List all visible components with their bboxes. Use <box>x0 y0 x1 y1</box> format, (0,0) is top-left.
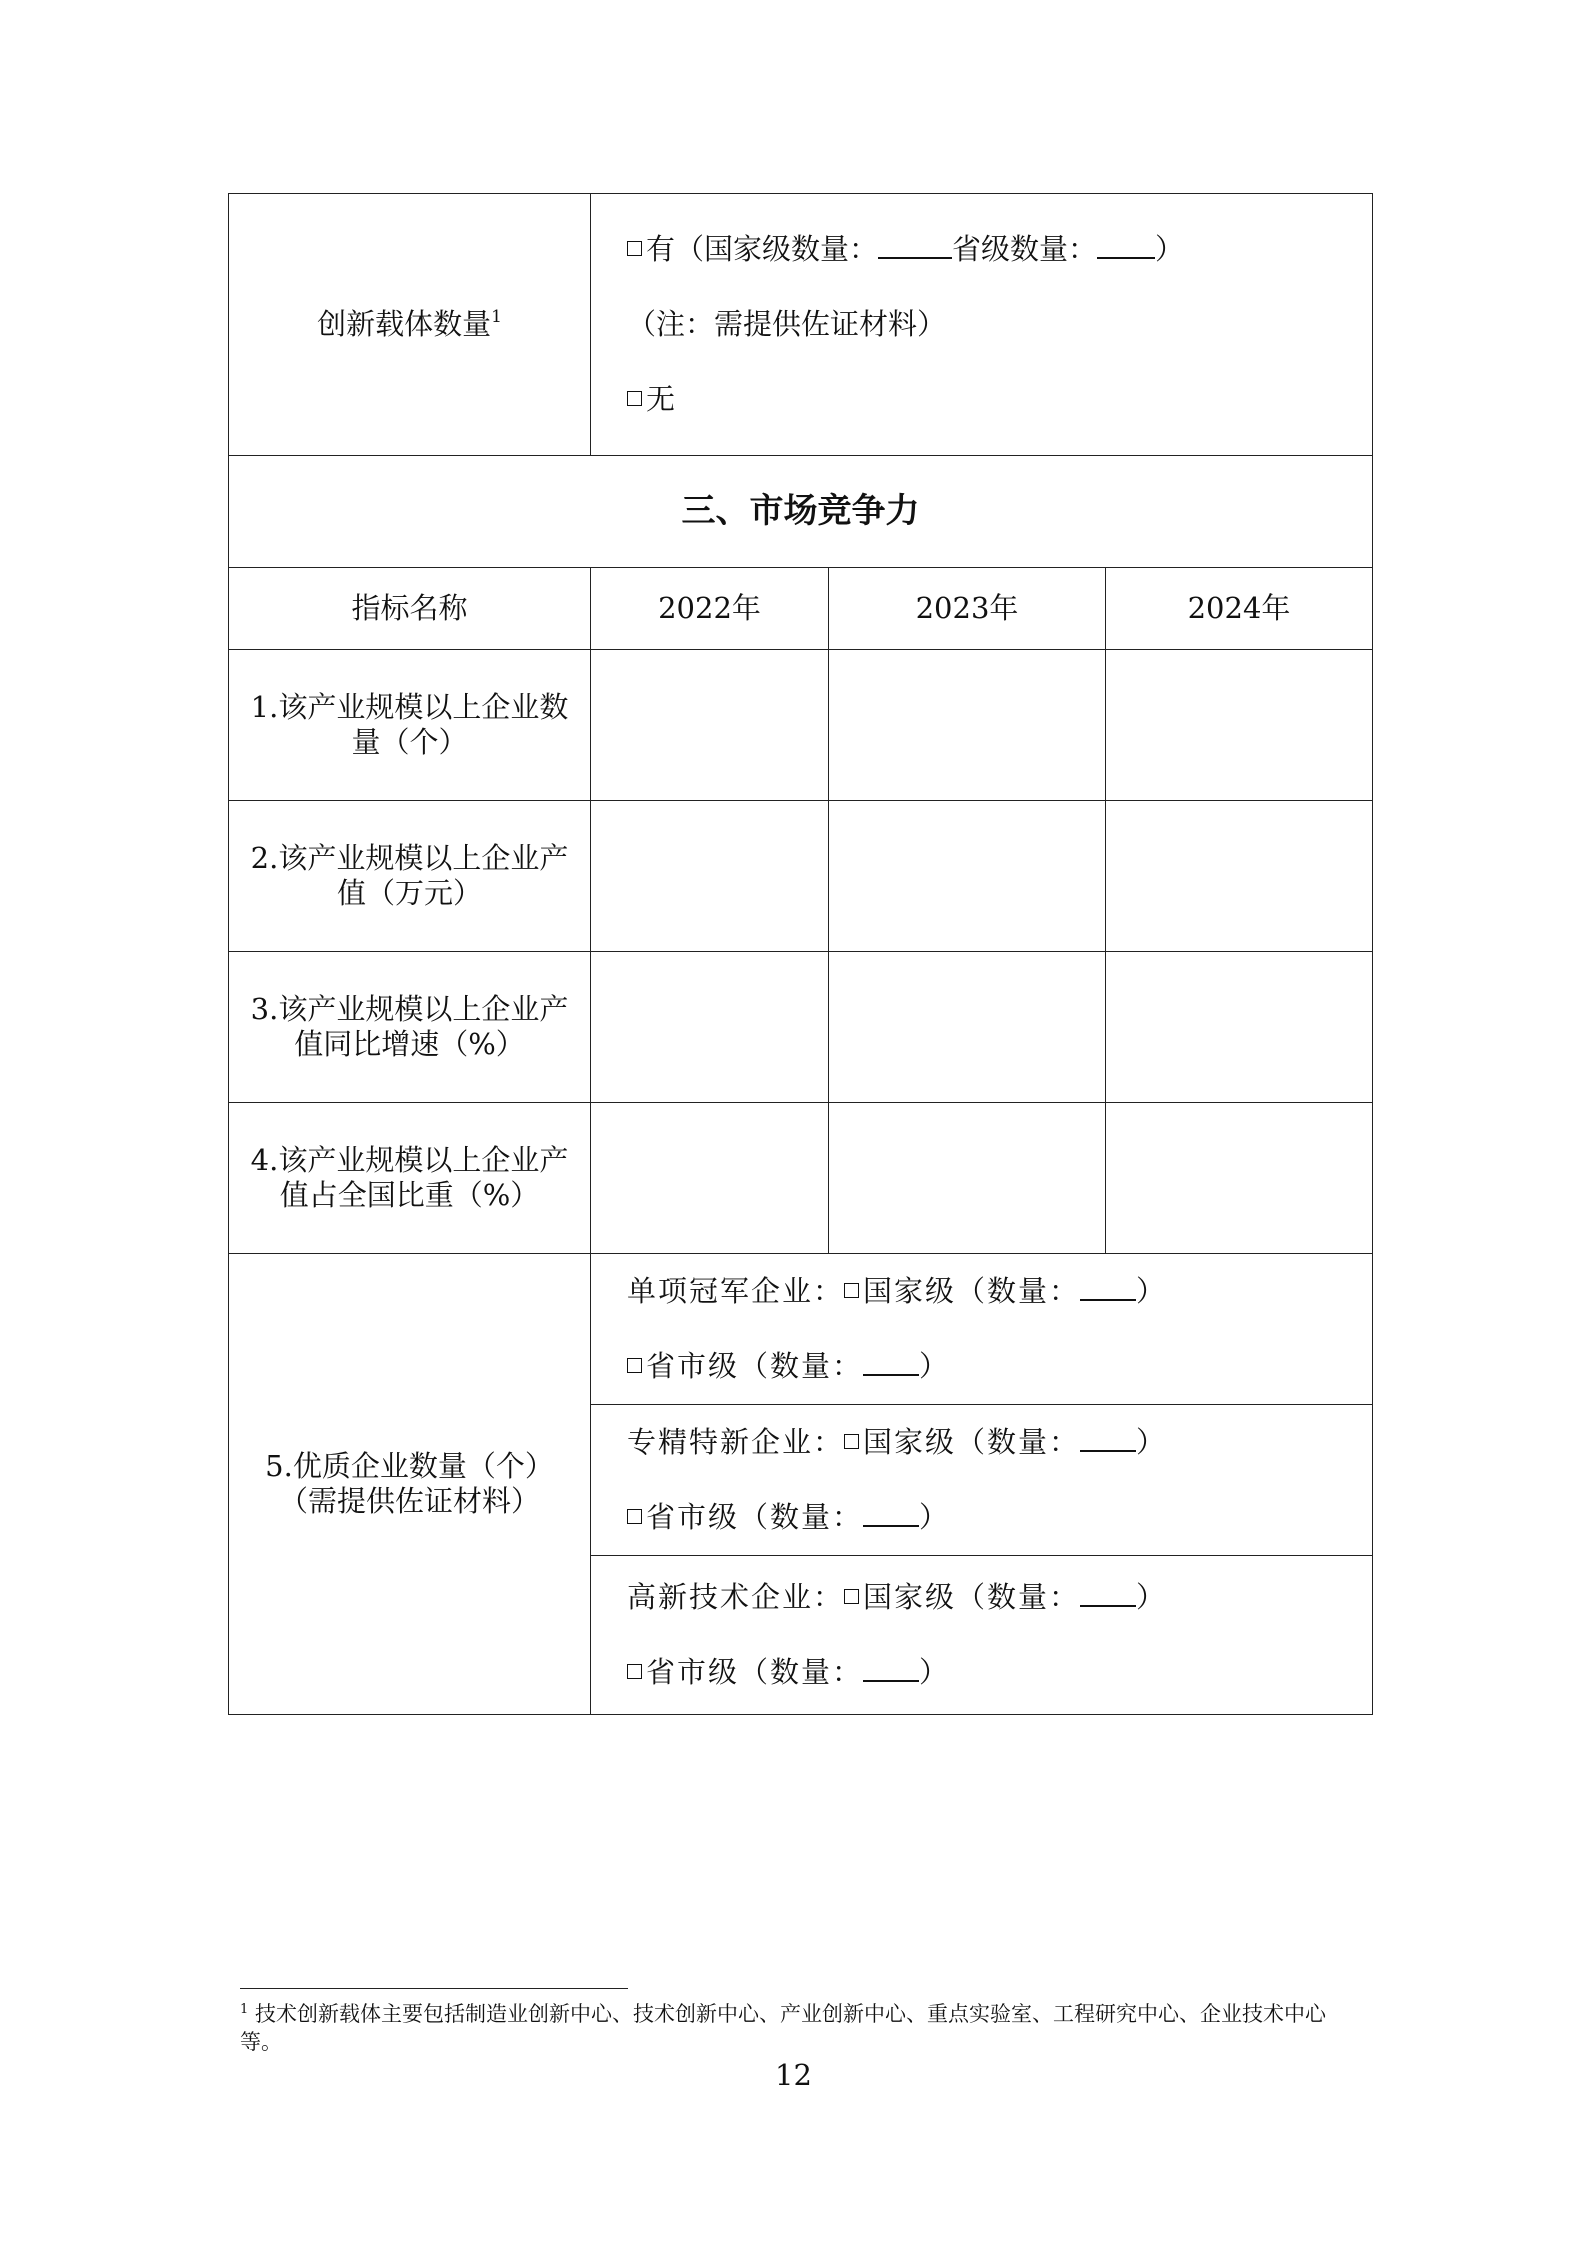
row-label-line: 值同比增速（%） <box>294 1027 525 1061</box>
checkbox-provincial[interactable] <box>627 1664 642 1679</box>
quality-item-specialized <box>591 1405 1373 1556</box>
page-number: 12 <box>775 2058 812 2092</box>
option-have-label: 有（国家级数量： <box>646 232 879 266</box>
cell-2023[interactable] <box>829 650 1106 801</box>
option-none-label: 无 <box>646 382 676 416</box>
provincial-label: 省市级（数量： <box>646 1500 864 1534</box>
provincial-count-blank[interactable] <box>863 1499 919 1527</box>
carrier-options-cell <box>591 194 1373 456</box>
close-paren: ） <box>919 1500 951 1534</box>
row-label-line: 3.该产业规模以上企业产 <box>250 992 569 1027</box>
checkbox-provincial[interactable] <box>627 1509 642 1524</box>
carrier-label: 创新载体数量 <box>317 307 492 342</box>
checkbox-provincial[interactable] <box>627 1358 642 1373</box>
quality-item-hightech <box>591 1556 1373 1715</box>
national-count-blank[interactable] <box>1080 1424 1136 1452</box>
cell-2023[interactable] <box>829 1103 1106 1254</box>
close-paren: ） <box>1136 1274 1168 1308</box>
cell-2022[interactable] <box>591 801 829 952</box>
row-label <box>229 952 591 1103</box>
row-label-line: 值占全国比重（%） <box>279 1178 540 1212</box>
national-count-blank[interactable] <box>1080 1579 1136 1607</box>
national-count-blank[interactable] <box>1080 1273 1136 1301</box>
header-indicator: 指标名称 <box>229 568 591 650</box>
provincial-label: 省市级（数量： <box>646 1349 864 1383</box>
carrier-label-cell <box>229 194 591 456</box>
national-count-blank[interactable] <box>878 231 952 259</box>
close-paren: ） <box>919 1349 951 1383</box>
carrier-option-have <box>627 212 1372 287</box>
table-row <box>229 801 1373 952</box>
provincial-count-blank[interactable] <box>863 1654 919 1682</box>
item-name: 单项冠军企业： <box>627 1274 845 1308</box>
national-label: 国家级（数量： <box>863 1425 1081 1459</box>
footnote-mark: 1 <box>240 2002 249 2017</box>
quality-row <box>229 1254 1373 1405</box>
quality-label <box>229 1254 591 1715</box>
form-table <box>228 193 1373 1715</box>
close-paren: ） <box>919 1655 951 1689</box>
row-label <box>229 650 591 801</box>
item-name: 专精特新企业： <box>627 1425 845 1459</box>
table-row <box>229 650 1373 801</box>
footnote <box>240 2000 1360 2056</box>
checkbox-none[interactable] <box>627 391 642 406</box>
carrier-row <box>229 194 1373 456</box>
quality-item-champion <box>591 1254 1373 1405</box>
row-label-line: 1.该产业规模以上企业数 <box>250 690 569 725</box>
row-label-line: 量（个） <box>351 725 468 759</box>
checkbox-have[interactable] <box>627 241 642 256</box>
header-2022: 2022年 <box>591 568 829 650</box>
cell-2024[interactable] <box>1106 1103 1373 1254</box>
close-paren: ） <box>1136 1580 1168 1614</box>
checkbox-national[interactable] <box>844 1434 859 1449</box>
option-have-close: ） <box>1155 232 1185 266</box>
header-2024: 2024年 <box>1106 568 1373 650</box>
section-title: 三、市场竞争力 <box>229 456 1373 568</box>
footnote-mark: 1 <box>491 307 502 328</box>
quality-label-line: 5.优质企业数量（个） <box>265 1449 554 1484</box>
cell-2024[interactable] <box>1106 650 1373 801</box>
provincial-label: 省市级（数量： <box>646 1655 864 1689</box>
national-label: 国家级（数量： <box>863 1580 1081 1614</box>
row-label <box>229 1103 591 1254</box>
close-paren: ） <box>1136 1425 1168 1459</box>
table-row <box>229 1103 1373 1254</box>
table-row <box>229 952 1373 1103</box>
cell-2022[interactable] <box>591 1103 829 1254</box>
section-row <box>229 456 1373 568</box>
national-label: 国家级（数量： <box>863 1274 1081 1308</box>
row-label-line: 4.该产业规模以上企业产 <box>250 1143 569 1178</box>
quality-label-line: （需提供佐证材料） <box>278 1484 540 1518</box>
checkbox-national[interactable] <box>844 1589 859 1604</box>
item-name: 高新技术企业： <box>627 1580 845 1614</box>
cell-2023[interactable] <box>829 801 1106 952</box>
footnote-text: 技术创新载体主要包括制造业创新中心、技术创新中心、产业创新中心、重点实验室、工程研究中心、企业技术中心等。 <box>240 2002 1326 2054</box>
checkbox-national[interactable] <box>844 1283 859 1298</box>
carrier-option-none <box>627 362 1372 437</box>
carrier-note: （注：需提供佐证材料） <box>627 307 947 341</box>
provincial-count-blank[interactable] <box>1097 231 1155 259</box>
header-2023: 2023年 <box>829 568 1106 650</box>
cell-2024[interactable] <box>1106 801 1373 952</box>
provincial-count-label: 省级数量： <box>952 232 1098 266</box>
row-label <box>229 801 591 952</box>
footnote-divider <box>240 1988 628 1989</box>
row-label-line: 2.该产业规模以上企业产 <box>250 841 569 876</box>
cell-2022[interactable] <box>591 650 829 801</box>
cell-2022[interactable] <box>591 952 829 1103</box>
header-row <box>229 568 1373 650</box>
provincial-count-blank[interactable] <box>863 1348 919 1376</box>
row-label-line: 值（万元） <box>336 876 482 910</box>
cell-2024[interactable] <box>1106 952 1373 1103</box>
cell-2023[interactable] <box>829 952 1106 1103</box>
